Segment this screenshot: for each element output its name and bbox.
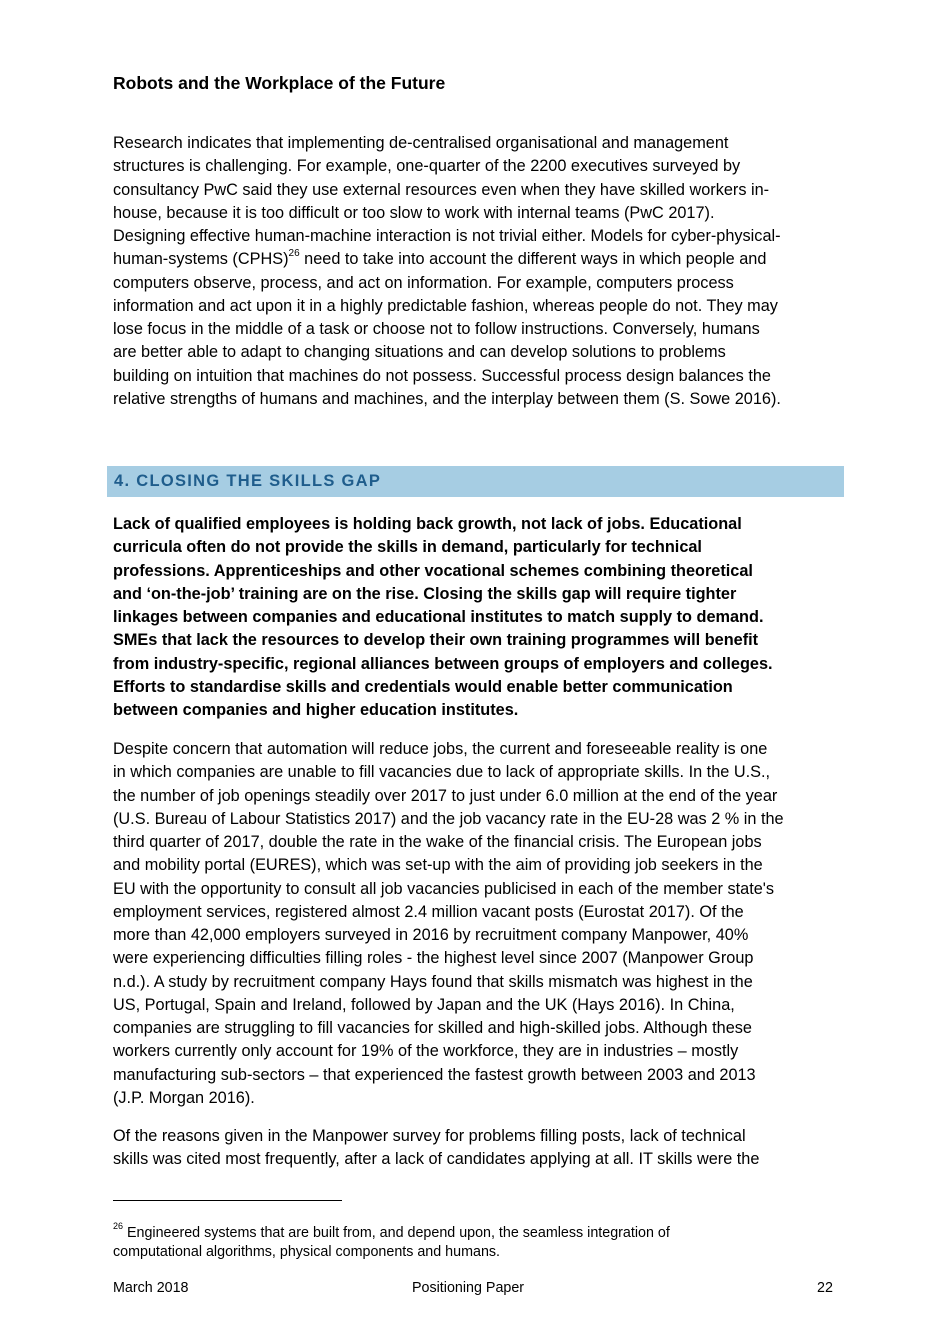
- footer-document-type: Positioning Paper: [412, 1280, 525, 1296]
- body-line: more than 42,000 employers surveyed in 2016 by recruitment company Manpower, 40%: [113, 926, 749, 944]
- footnote-line: computational algorithms, physical components and humans.: [113, 1243, 501, 1260]
- footnote-line: [113, 1221, 670, 1243]
- intro-paragraph: [113, 132, 841, 411]
- footnote: [113, 1221, 670, 1261]
- body-line: (U.S. Bureau of Labour Statistics 2017) and the job vacancy rate in the EU-28 was 2 % in the: [113, 809, 784, 828]
- summary-line: professions. Apprenticeships and other vocational schemes combining theoretical: [113, 561, 753, 580]
- intro-line: building on intuition that machines do not possess. Successful process design balances the: [113, 366, 771, 385]
- intro-line: are better able to adapt to changing situations and can develop solutions to problems: [113, 343, 726, 362]
- summary-line: from industry-specific, regional alliances between groups of employers and colleges.: [113, 654, 773, 673]
- body-paragraph: [113, 738, 841, 1110]
- intro-line: house, because it is too difficult or too slow to work with internal teams (PwC 2017).: [113, 203, 715, 222]
- body-line: employment services, registered almost 2.4 million vacant posts (Eurostat 2017). Of the: [113, 902, 744, 921]
- closing-paragraph: [113, 1125, 841, 1172]
- body-line: manufacturing sub-sectors – that experienced the fastest growth between 2003 and 2013: [113, 1065, 756, 1084]
- running-header-title: Robots and the Workplace of the Future: [113, 73, 446, 93]
- footnote-text: Engineered systems that are built from, and depend upon, the seamless integration of: [123, 1225, 670, 1241]
- summary-line: Lack of qualified employees is holding back growth, not lack of jobs. Educational: [113, 515, 742, 533]
- body-line: the number of job openings steadily over 2017 to just under 6.0 million at the end of the year: [113, 786, 778, 805]
- closing-line: Of the reasons given in the Manpower survey for problems filling posts, lack of technical: [113, 1127, 746, 1145]
- summary-line: between companies and higher education institutes.: [113, 701, 519, 719]
- intro-line-text: human-systems (CPHS): [113, 250, 289, 269]
- body-line: (J.P. Morgan 2016).: [113, 1088, 255, 1107]
- footnote-divider: [113, 1200, 342, 1201]
- body-line: n.d.). A study by recruitment company Hays found that skills mismatch was highest in the: [113, 972, 753, 991]
- body-line: EU with the opportunity to consult all job vacancies publicised in each of the member state's: [113, 879, 775, 898]
- intro-line-text: need to take into account the different ways in which people and: [299, 250, 767, 269]
- footer-date: March 2018: [113, 1280, 189, 1296]
- intro-line: structures is challenging. For example, one-quarter of the 2200 executives surveyed by: [113, 157, 741, 176]
- intro-line: Research indicates that implementing de-centralised organisational and management: [113, 134, 729, 152]
- footer-page-number: 22: [817, 1280, 833, 1296]
- summary-line: curricula often do not provide the skills in demand, particularly for technical: [113, 538, 702, 557]
- body-line: Despite concern that automation will reduce jobs, the current and foreseeable reality is one: [113, 740, 768, 758]
- body-line: companies are struggling to fill vacancies for skilled and high-skilled jobs. Although these: [113, 1019, 752, 1037]
- summary-line: and ‘on-the-job’ training are on the rise. Closing the skills gap will require tighter: [113, 584, 737, 603]
- summary-line: Efforts to standardise skills and credentials would enable better communication: [113, 677, 733, 696]
- closing-line: skills was cited most frequently, after a lack of candidates applying at all. IT skills were the: [113, 1150, 760, 1169]
- intro-line: information and act upon it in a highly predictable fashion, whereas people do not. They may: [113, 296, 778, 315]
- summary-line: SMEs that lack the resources to develop their own training programmes will benefit: [113, 631, 759, 650]
- footnote-reference[interactable]: 26: [288, 247, 300, 259]
- intro-line: consultancy PwC said they use external resources even when they have skilled workers in-: [113, 180, 770, 199]
- section-heading: 4. CLOSING THE SKILLS GAP: [114, 472, 382, 490]
- body-line: US, Portugal, Spain and Ireland, followed by Japan and the UK (Hays 2016). In China,: [113, 995, 735, 1014]
- body-line: and mobility portal (EURES), which was set-up with the aim of providing job seekers in the: [113, 856, 763, 875]
- footnote-number: 26: [113, 1221, 124, 1232]
- body-line: third quarter of 2017, double the rate in the wake of the financial crisis. The European jobs: [113, 833, 762, 851]
- intro-line-with-footnote: [113, 248, 841, 271]
- summary-line: linkages between companies and educational institutes to match supply to demand.: [113, 608, 764, 626]
- body-line: were experiencing difficulties filling roles - the highest level since 2007 (Manpower Group: [113, 949, 754, 968]
- intro-line: computers observe, process, and act on information. For example, computers process: [113, 273, 734, 292]
- section-summary: [113, 513, 841, 722]
- body-line: in which companies are unable to fill vacancies due to lack of appropriate skills. In the U.S.,: [113, 763, 771, 782]
- body-line: workers currently only account for 19% of the workforce, they are in industries – mostly: [113, 1042, 739, 1061]
- intro-line: Designing effective human-machine interaction is not trivial either. Models for cyber-physical-: [113, 227, 781, 245]
- intro-line: lose focus in the middle of a task or choose not to follow instructions. Conversely, humans: [113, 320, 760, 338]
- intro-line: relative strengths of humans and machines, and the interplay between them (S. Sowe 2016).: [113, 389, 781, 408]
